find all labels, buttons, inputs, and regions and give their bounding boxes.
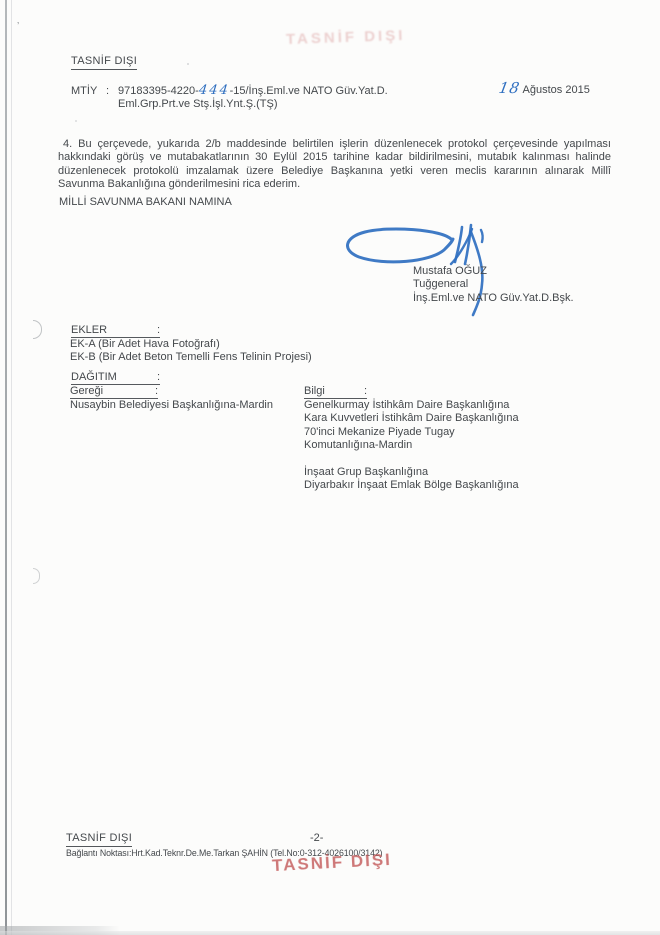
info-recipient: Genelkurmay İstihkâm Daire Başkanlığına — [304, 399, 510, 411]
classification-stamp-top: TASNİF DIŞI — [285, 26, 406, 49]
date-text: Ağustos 2015 — [522, 84, 590, 96]
punch-hole-mark — [33, 320, 42, 339]
action-colon: : — [154, 385, 158, 397]
reference-number-suffix: -15/İnş.Eml.ve NATO Güv.Yat.D. — [229, 85, 388, 97]
attachment-item: EK-A (Bir Adet Hava Fotoğrafı) — [70, 338, 220, 350]
page-number: -2- — [310, 832, 324, 844]
contact-line: Bağlantı Noktası:Hrt.Kad.Teknr.De.Me.Tarkan ŞAHİN (Tel.No:0-312-4026100/3142) — [66, 848, 383, 858]
distribution-info-label — [304, 385, 367, 399]
action-label-text: Gereği — [70, 385, 104, 397]
distribution-action-list — [70, 399, 273, 412]
distribution-colon: : — [156, 371, 160, 383]
signer-title: İnş.Eml.ve NATO Güv.Yat.D.Bşk. — [413, 291, 574, 304]
attachments-label — [71, 324, 160, 338]
punch-hole-mark — [33, 568, 40, 584]
distribution-label-text: DAĞITIM — [71, 371, 117, 383]
classification-stamp-bottom: TASNİF DIŞI — [271, 849, 393, 876]
reference-number-handwritten: 444 — [197, 83, 231, 98]
distribution-action-label — [70, 385, 158, 399]
date-day-handwritten: 18 — [497, 79, 522, 97]
signature-block — [413, 265, 574, 305]
reference-number-prefix: 97183395-4220- — [118, 85, 199, 97]
on-behalf-line: MİLLİ SAVUNMA BAKANI NAMINA — [59, 196, 232, 208]
attachments-list — [70, 338, 312, 365]
signer-rank: Tuğgeneral — [413, 278, 469, 291]
info-colon: : — [363, 385, 367, 397]
classification-header: TASNİF DIŞI — [71, 55, 137, 70]
attachments-colon: : — [156, 324, 160, 336]
body-paragraph: 4. Bu çerçevede, yukarıda 2/b maddesinde belirtilen işlerin düzenlenecek protokol çerçevesinde yapılması hakkındaki görüş ve mutabakatlarının 30 Eylül 2015 tarihine kadar bildirilmesini, mutabık kalınması halinde düzenlenecek protokolü imzalamak üzere Belediye Başkanına yetki veren meclis kararının alınarak Millî Savunma Bakanlığına gönderilmesini rica ederim. — [58, 138, 611, 191]
scan-pen-mark: ’ — [17, 21, 20, 32]
scan-edge-line-faint — [11, 0, 12, 935]
info-recipient: İnşaat Grup Başkanlığına — [304, 465, 429, 478]
reference-colon: : — [106, 85, 110, 97]
info-label-text: Bilgi — [304, 385, 325, 397]
action-recipient: Nusaybin Belediyesi Başkanlığına-Mardin — [70, 399, 273, 411]
reference-block — [71, 85, 388, 112]
reference-label: MTİY — [71, 85, 98, 97]
reference-line2: Eml.Grp.Prt.ve Stş.İşl.Ynt.Ş.(TŞ) — [118, 98, 278, 111]
distribution-info-list — [304, 399, 519, 492]
info-recipient: Komutanlığına-Mardin — [304, 439, 413, 452]
info-recipient: 70'inci Mekanize Piyade Tugay — [304, 425, 455, 438]
attachment-item: EK-B (Bir Adet Beton Temelli Fens Telinin Projesi) — [70, 351, 312, 364]
info-recipient-group — [304, 466, 519, 493]
distribution-label — [71, 371, 160, 385]
scan-speck — [187, 63, 189, 65]
classification-footer: TASNİF DIŞI — [66, 832, 132, 847]
signer-name: Mustafa OĞUZ — [413, 265, 487, 277]
scan-speck — [75, 120, 77, 122]
reference-number — [118, 85, 388, 112]
scan-bottom-edge — [0, 931, 660, 935]
attachments-label-text: EKLER — [71, 324, 108, 336]
info-recipient: Diyarbakır İnşaat Emlak Bölge Başkanlığına — [304, 478, 519, 491]
info-recipient-group — [304, 399, 519, 453]
date-block — [497, 79, 590, 97]
info-recipient: Kara Kuvvetleri İstihkâm Daire Başkanlığına — [304, 412, 519, 425]
scan-edge-line — [5, 0, 7, 935]
